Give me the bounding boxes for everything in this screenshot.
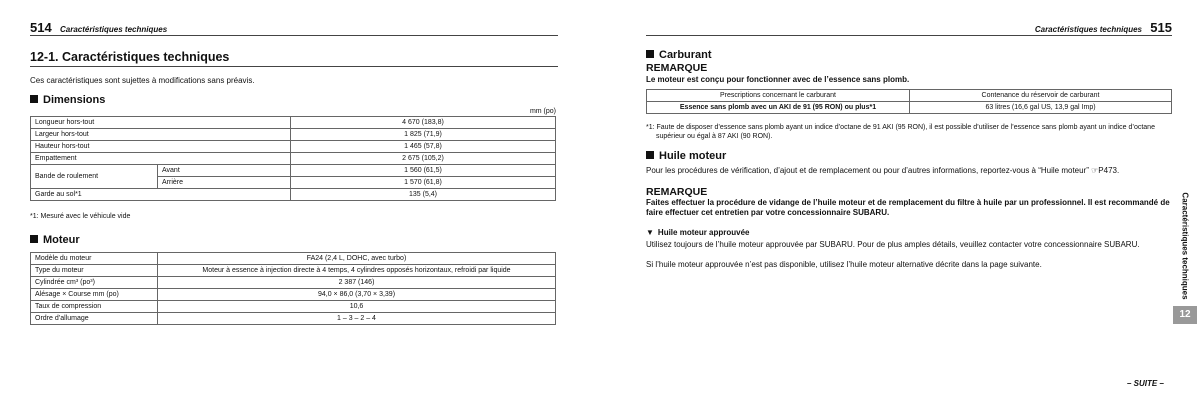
column-header: Contenance du réservoir de carburant bbox=[910, 90, 1172, 102]
left-page bbox=[30, 0, 558, 402]
table-row bbox=[647, 102, 1172, 114]
fuel-requirement: Essence sans plomb avec un AKI de 91 (95 RON) ou plus*1 bbox=[647, 102, 910, 114]
approved-oil-text: Utilisez toujours de l’huile moteur approuvée par SUBARU. Pour de plus amples détails, veuillez contacter votre concessionnaire SUBARU. bbox=[646, 240, 1140, 249]
table-row bbox=[31, 313, 556, 325]
table-row bbox=[31, 153, 556, 165]
table-row bbox=[31, 265, 556, 277]
right-page bbox=[646, 0, 1172, 402]
table-row bbox=[31, 301, 556, 313]
row-value: 94,0 × 86,0 (3,70 × 3,39) bbox=[158, 289, 556, 301]
table-row bbox=[31, 253, 556, 265]
row-label: Alésage × Course mm (po) bbox=[31, 289, 158, 301]
fuel-footnote: *1: Faute de disposer d’essence sans plomb ayant un indice d’octane de 91 AKI (95 RON), il est possible d’utiliser de l’essence sans plomb ayant un indice d’octane supérieur ou égal à 87 AKI (90 RON). bbox=[646, 124, 1155, 140]
title-divider bbox=[30, 66, 558, 67]
side-tab: Caractéristiques techniques bbox=[1180, 192, 1190, 300]
sub-label: Arrière bbox=[158, 177, 291, 189]
row-value: 1 825 (71,9) bbox=[291, 129, 556, 141]
approved-oil-heading: ▼ Huile moteur approuvée bbox=[646, 228, 750, 237]
page-number: 515 bbox=[1150, 20, 1172, 35]
row-value: 1 570 (61,8) bbox=[291, 177, 556, 189]
table-row bbox=[31, 189, 556, 201]
fuel-remark-label: REMARQUE bbox=[646, 62, 708, 74]
table-row bbox=[31, 141, 556, 153]
table-row bbox=[31, 129, 556, 141]
oil-remark: Faites effectuer la procédure de vidange de l’huile moteur et de remplacement du filtre à huile par un professionnel. Il est recommandé de faire effectuer cet entretien par votre concessionnaire SUBARU. bbox=[646, 198, 1170, 217]
page-title: 12-1. Caractéristiques techniques bbox=[30, 50, 230, 64]
row-value: 1 – 3 – 2 – 4 bbox=[158, 313, 556, 325]
square-bullet-icon bbox=[646, 151, 654, 159]
row-label: Bande de roulement bbox=[31, 165, 158, 189]
row-label: Longueur hors-tout bbox=[31, 117, 291, 129]
table-row bbox=[31, 117, 556, 129]
dimensions-footnote: *1: Mesuré avec le véhicule vide bbox=[30, 213, 131, 220]
fuel-heading: Carburant bbox=[646, 49, 712, 61]
page-number: 514 bbox=[30, 20, 52, 35]
continued-label: – SUITE – bbox=[1127, 379, 1164, 388]
square-bullet-icon bbox=[646, 50, 654, 58]
row-label: Taux de compression bbox=[31, 301, 158, 313]
fuel-remark: Le moteur est conçu pour fonctionner avec de l’essence sans plomb. bbox=[646, 75, 910, 84]
oil-heading: Huile moteur bbox=[646, 150, 726, 162]
row-label: Empattement bbox=[31, 153, 291, 165]
square-bullet-icon bbox=[30, 95, 38, 103]
row-value: 10,6 bbox=[158, 301, 556, 313]
oil-text: Pour les procédures de vérification, d’ajout et de remplacement ou pour d’autres informations, reportez-vous à “Huile moteur” ☞P473. bbox=[646, 166, 1120, 175]
table-row bbox=[31, 165, 556, 177]
row-label: Cylindrée cm³ (po³) bbox=[31, 277, 158, 289]
row-label: Garde au sol*1 bbox=[31, 189, 291, 201]
row-label: Hauteur hors-tout bbox=[31, 141, 291, 153]
triangle-down-icon: ▼ bbox=[646, 228, 654, 237]
header-section: Caractéristiques techniques bbox=[1034, 25, 1142, 34]
row-value: 4 670 (183,8) bbox=[291, 117, 556, 129]
page-header bbox=[646, 21, 1172, 36]
row-value: 1 465 (57,8) bbox=[291, 141, 556, 153]
chapter-tab: 12 bbox=[1173, 306, 1197, 324]
dimensions-heading: Dimensions bbox=[30, 94, 105, 106]
page-header bbox=[30, 21, 558, 36]
row-label: Largeur hors-tout bbox=[31, 129, 291, 141]
fuel-capacity: 63 litres (16,6 gal US, 13,9 gal Imp) bbox=[910, 102, 1172, 114]
row-value: 1 560 (61,5) bbox=[291, 165, 556, 177]
table-row bbox=[31, 289, 556, 301]
row-label: Ordre d’allumage bbox=[31, 313, 158, 325]
sub-label: Avant bbox=[158, 165, 291, 177]
row-value: Moteur à essence à injection directe à 4 temps, 4 cylindres opposés horizontaux, refroidi par liquide bbox=[158, 265, 556, 277]
column-header: Prescriptions concernant le carburant bbox=[647, 90, 910, 102]
dimensions-unit: mm (po) bbox=[529, 108, 556, 115]
fuel-table bbox=[646, 89, 1172, 114]
row-value: FA24 (2,4 L, DOHC, avec turbo) bbox=[158, 253, 556, 265]
alternative-oil-text: Si l’huile moteur approuvée n’est pas disponible, utilisez l’huile moteur alternative décrite dans la page suivante. bbox=[646, 260, 1042, 269]
row-label: Type du moteur bbox=[31, 265, 158, 277]
dimensions-table bbox=[30, 116, 556, 201]
engine-heading: Moteur bbox=[30, 234, 80, 246]
table-row bbox=[647, 90, 1172, 102]
intro-text: Ces caractéristiques sont sujettes à modifications sans préavis. bbox=[30, 76, 255, 85]
header-section: Caractéristiques techniques bbox=[60, 25, 168, 34]
row-label: Modèle du moteur bbox=[31, 253, 158, 265]
oil-remark-label: REMARQUE bbox=[646, 186, 708, 198]
table-row bbox=[31, 277, 556, 289]
row-value: 135 (5,4) bbox=[291, 189, 556, 201]
row-value: 2 675 (105,2) bbox=[291, 153, 556, 165]
engine-table bbox=[30, 252, 556, 325]
row-value: 2 387 (146) bbox=[158, 277, 556, 289]
square-bullet-icon bbox=[30, 235, 38, 243]
